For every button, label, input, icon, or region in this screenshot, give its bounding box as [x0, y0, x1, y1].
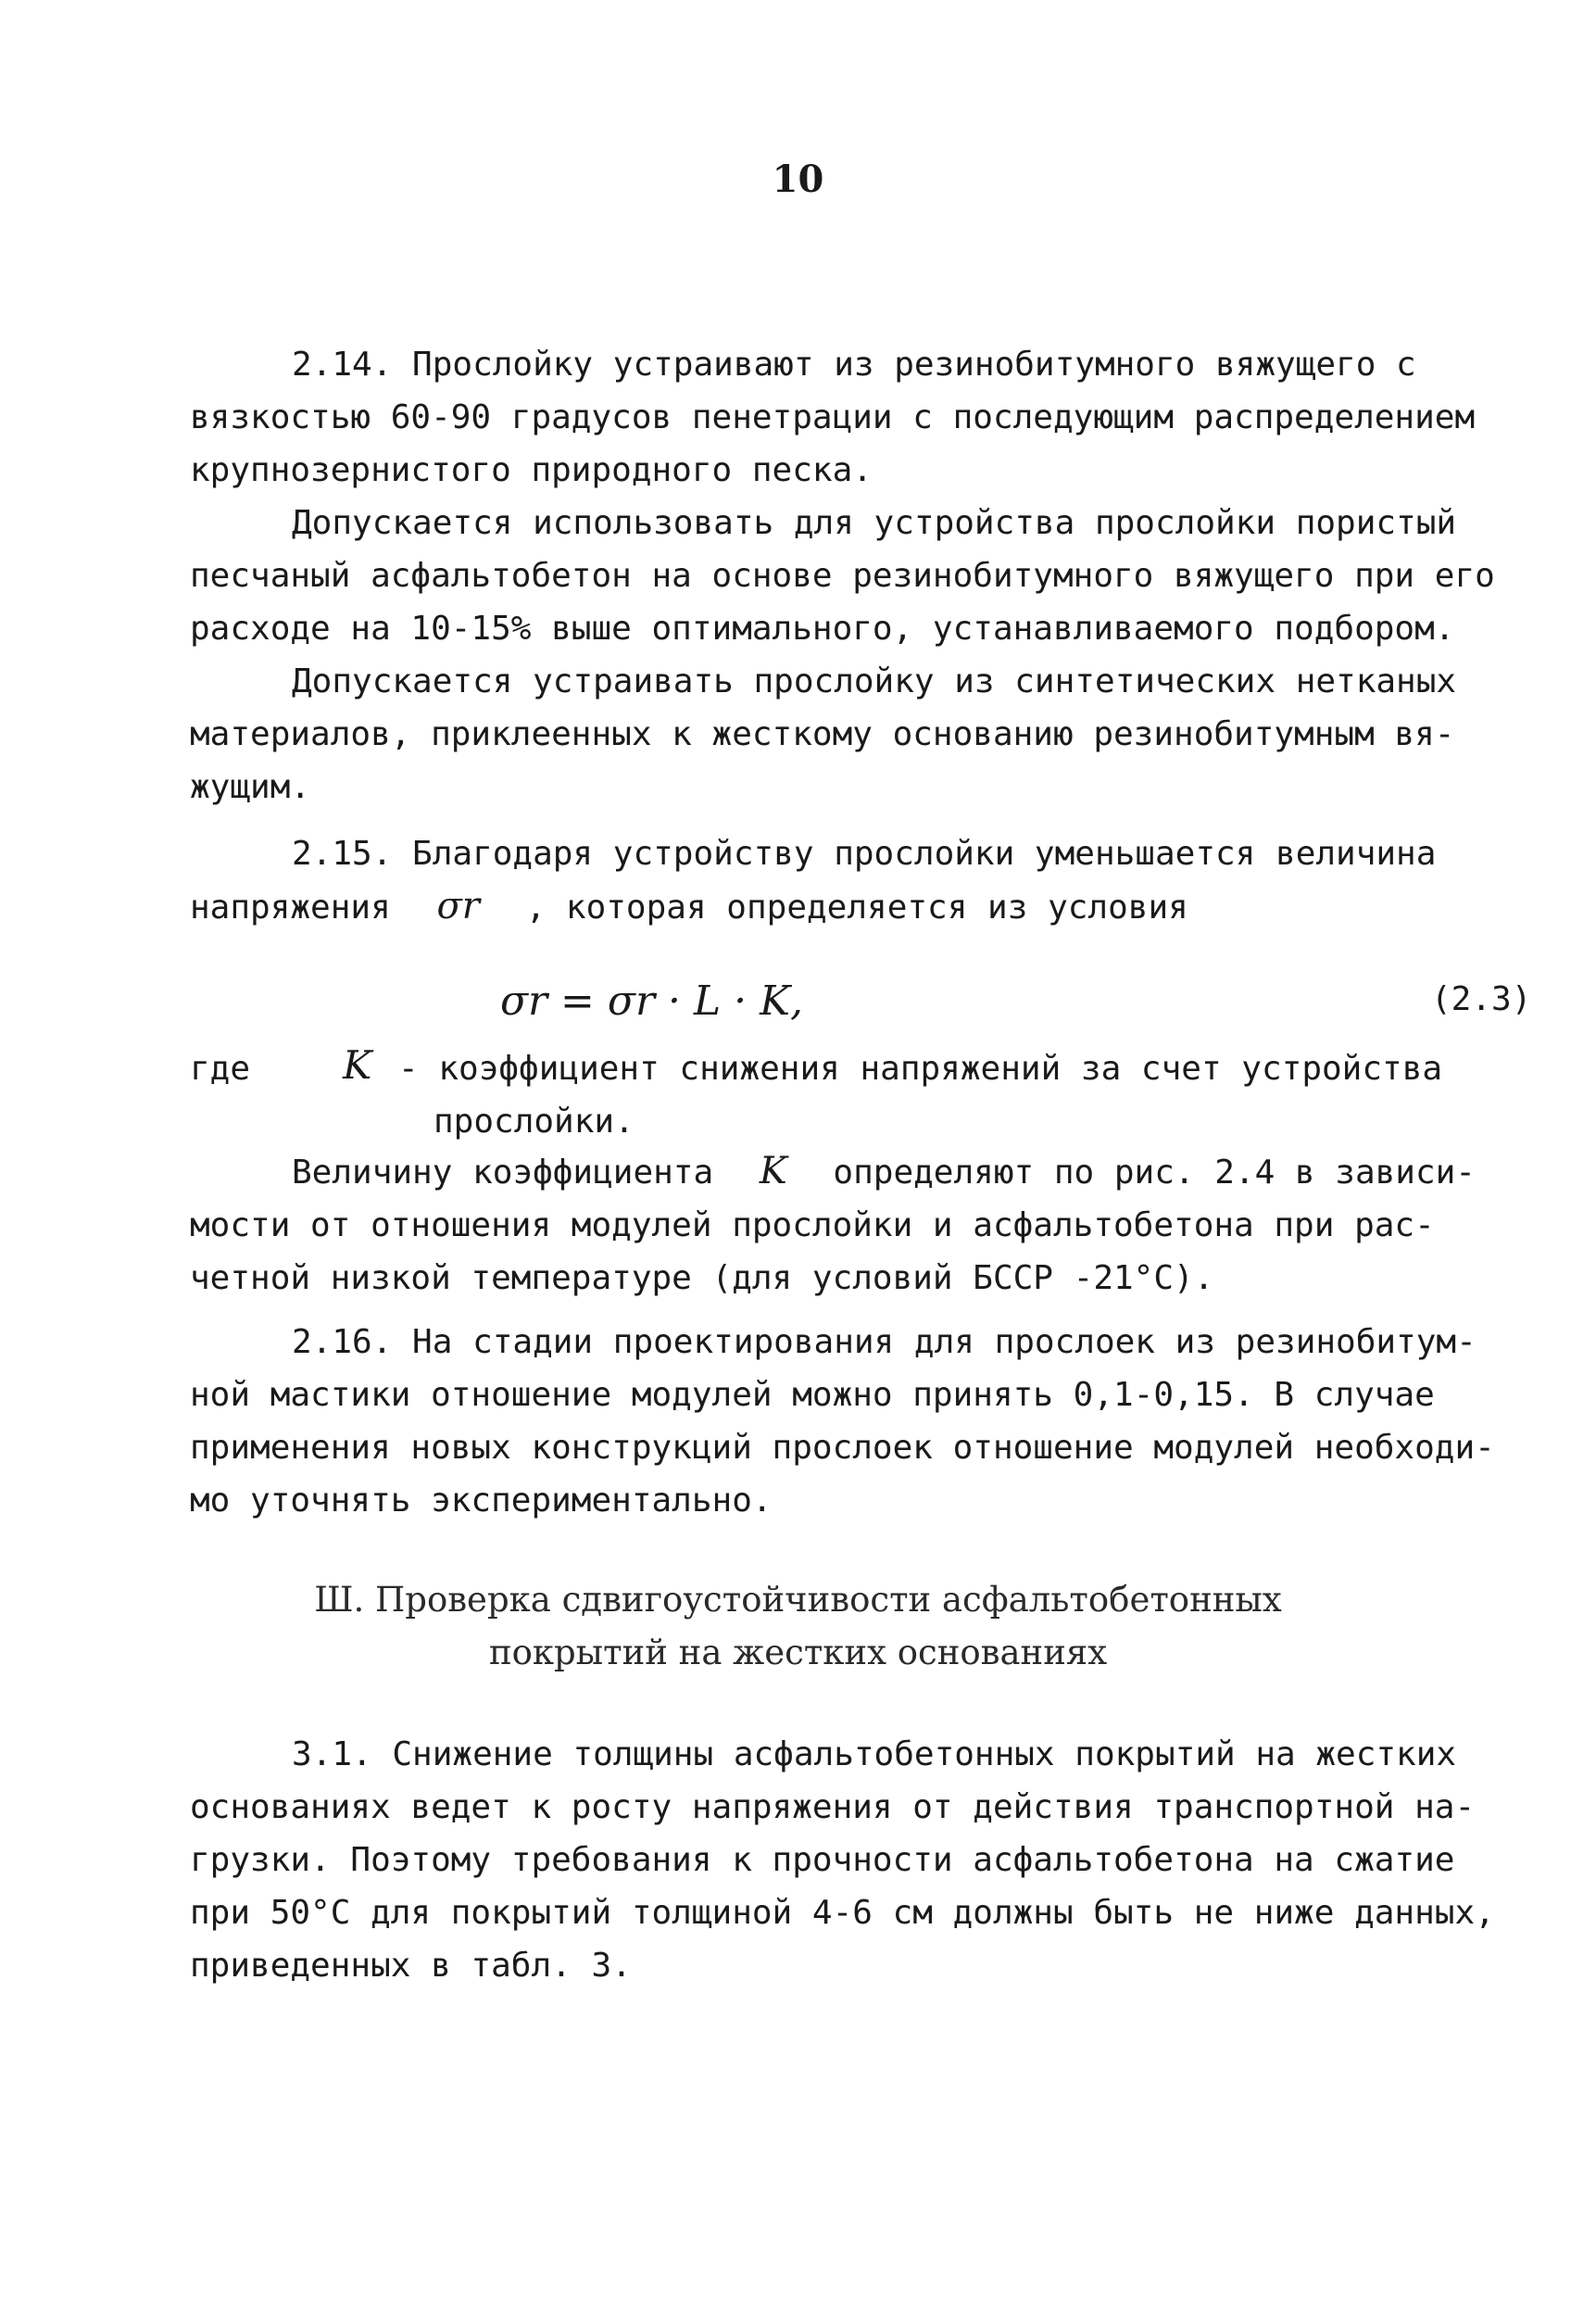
- text-line: основаниях ведет к росту напряжения от действия транспортной на-: [190, 1788, 1476, 1826]
- page-number: 10: [772, 158, 824, 201]
- k-symbol: K: [759, 1150, 787, 1192]
- text-line: 2.14. Прослойку устраивают из резинобитумного вяжущего с: [292, 346, 1416, 384]
- formula-2-3: σr = σr · L · K,: [500, 977, 803, 1025]
- text-line: крупнозернистого природного песка.: [190, 451, 873, 489]
- paragraph-2-15-coefficient: [190, 1145, 1570, 1305]
- text-line: материалов, приклеенных к жесткому основанию резинобитумным вя-: [190, 715, 1455, 753]
- text-line: вязкостью 60-90 градусов пенетрации с последующим распределением: [190, 398, 1476, 436]
- text-line: применения новых конструкций прослоек отношение модулей необходи-: [190, 1429, 1495, 1467]
- text-line: [190, 1145, 1570, 1199]
- text-line: жущим.: [190, 768, 311, 806]
- sigma-symbol: σr: [436, 885, 480, 927]
- formula-number: (2.3): [1431, 980, 1532, 1018]
- text-line: четной низкой температуре (для условий БССР -21°С).: [190, 1259, 1214, 1297]
- paragraph-2-15: [190, 827, 1570, 934]
- paragraph-2-14: [190, 338, 1570, 497]
- definition-text: [398, 1042, 1570, 1148]
- text-line: песчаный асфальтобетон на основе резинобитумного вяжущего при его: [190, 557, 1495, 595]
- text-line: Допускается использовать для устройства прослойки пористый: [292, 504, 1457, 542]
- where-word: где: [190, 1050, 251, 1088]
- text-line: мо уточнять экспериментально.: [190, 1482, 773, 1520]
- text-line: грузки. Поэтому требования к прочности асфальтобетона на сжатие: [190, 1841, 1455, 1879]
- paragraph-2-14-porous: [190, 497, 1570, 655]
- text-line: [190, 880, 1570, 934]
- text-line: расходе на 10-15% выше оптимального, устанавливаемого подбором.: [190, 610, 1455, 648]
- paragraph-2-16: [190, 1316, 1570, 1527]
- text-line: прослойки.: [434, 1103, 635, 1141]
- text-line: 2.15. Благодаря устройству прослойки уменьшается величина: [292, 835, 1437, 873]
- text-fragment: , которая определяется из условия: [525, 889, 1188, 927]
- text-fragment: определяют по рис. 2.4 в зависи-: [833, 1154, 1476, 1192]
- paragraph-2-14-synthetic: [190, 655, 1570, 813]
- text-line: приведенных в табл. 3.: [190, 1947, 632, 1985]
- text-line: 2.16. На стадии проектирования для прослоек из резинобитум-: [292, 1323, 1477, 1361]
- text-line: при 50°С для покрытий толщиной 4-6 см должны быть не ниже данных,: [190, 1894, 1495, 1932]
- section-heading-line: покрытий на жестких основаниях: [488, 1633, 1108, 1672]
- text-line: ной мастики отношение модулей можно принять 0,1-0,15. В случае: [190, 1376, 1435, 1414]
- text-fragment: напряжения: [190, 889, 391, 927]
- text-line: 3.1. Снижение толщины асфальтобетонных покрытий на жестких: [292, 1735, 1457, 1773]
- text-line: мости от отношения модулей прослойки и асфальтобетона при рас-: [190, 1206, 1435, 1244]
- section-heading-line: Ш. Проверка сдвигоустойчивости асфальтобетонных: [314, 1580, 1282, 1620]
- text-line: - коэффициент снижения напряжений за счет устройства: [398, 1050, 1443, 1088]
- text-fragment: Величину коэффициента: [292, 1154, 714, 1192]
- paragraph-3-1: [190, 1728, 1570, 1992]
- text-line: Допускается устраивать прослойку из синтетических нетканых: [292, 662, 1457, 700]
- k-symbol: K: [343, 1042, 372, 1088]
